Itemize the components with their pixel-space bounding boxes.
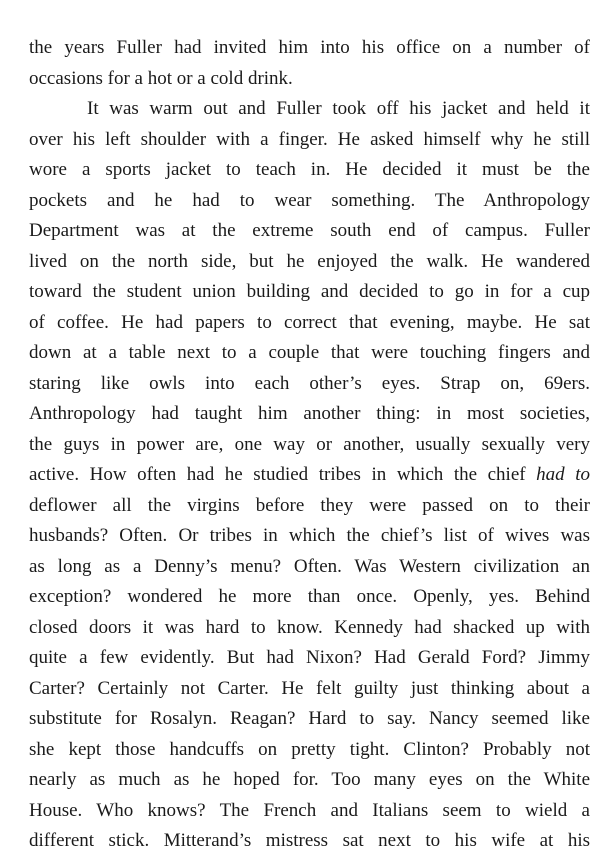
text-line: staring like owls into each other’s eyes. Strap on, 69ers. bbox=[29, 372, 590, 394]
text-line: the guys in power are, one way or another, usually sexually very bbox=[29, 433, 590, 455]
text-segment: active. How often had he studied tribes in which the chief bbox=[29, 464, 537, 485]
text-line: closed doors it was hard to know. Kennedy had shacked up with bbox=[29, 616, 590, 638]
text-line: pockets and he had to wear something. The Anthropology bbox=[29, 189, 590, 211]
text-line: lived on the north side, but he enjoyed the walk. He wandered bbox=[29, 250, 590, 272]
text-line: Carter? Certainly not Carter. He felt guilty just thinking about a bbox=[29, 677, 590, 699]
text-line: down at a table next to a couple that were touching fingers and bbox=[29, 342, 590, 363]
document-page bbox=[29, 33, 590, 857]
text-line bbox=[29, 460, 590, 491]
text-line: as long as a Denny’s menu? Often. Was Western civilization an bbox=[29, 555, 590, 577]
text-line: of coffee. He had papers to correct that evening, maybe. He sat bbox=[29, 311, 590, 333]
text-line: she kept those handcuffs on pretty tight. Clinton? Probably not bbox=[29, 738, 590, 760]
text-line: quite a few evidently. But had Nixon? Had Gerald Ford? Jimmy bbox=[29, 647, 590, 668]
text-line: deflower all the virgins before they were passed on to their bbox=[29, 494, 590, 516]
text-line: nearly as much as he hoped for. Too many eyes on the White bbox=[29, 769, 590, 790]
text-line: husbands? Often. Or tribes in which the chief’s list of wives was bbox=[29, 525, 590, 546]
text-line: different stick. Mitterand’s mistress sat next to his wife at his bbox=[29, 830, 590, 851]
text-line: Department was at the extreme south end of campus. Fuller bbox=[29, 220, 590, 241]
text-line: Anthropology had taught him another thing: in most societies, bbox=[29, 403, 590, 424]
text-line: over his left shoulder with a finger. He asked himself why he still bbox=[29, 128, 590, 150]
text-line: occasions for a hot or a cold drink. bbox=[29, 67, 293, 89]
text-line: wore a sports jacket to teach in. He decided it must be the bbox=[29, 159, 590, 180]
text-line: exception? wondered he more than once. Openly, yes. Behind bbox=[29, 586, 590, 607]
text-line: House. Who knows? The French and Italians seem to wield a bbox=[29, 799, 590, 821]
text-line: the years Fuller had invited him into his office on a number of bbox=[29, 37, 590, 58]
italic-phrase: had to bbox=[536, 464, 590, 485]
text-line: toward the student union building and decided to go in for a cup bbox=[29, 281, 590, 302]
paragraph-first-line: It was warm out and Fuller took off his jacket and held it bbox=[87, 98, 590, 119]
text-line: substitute for Rosalyn. Reagan? Hard to say. Nancy seemed like bbox=[29, 708, 590, 729]
